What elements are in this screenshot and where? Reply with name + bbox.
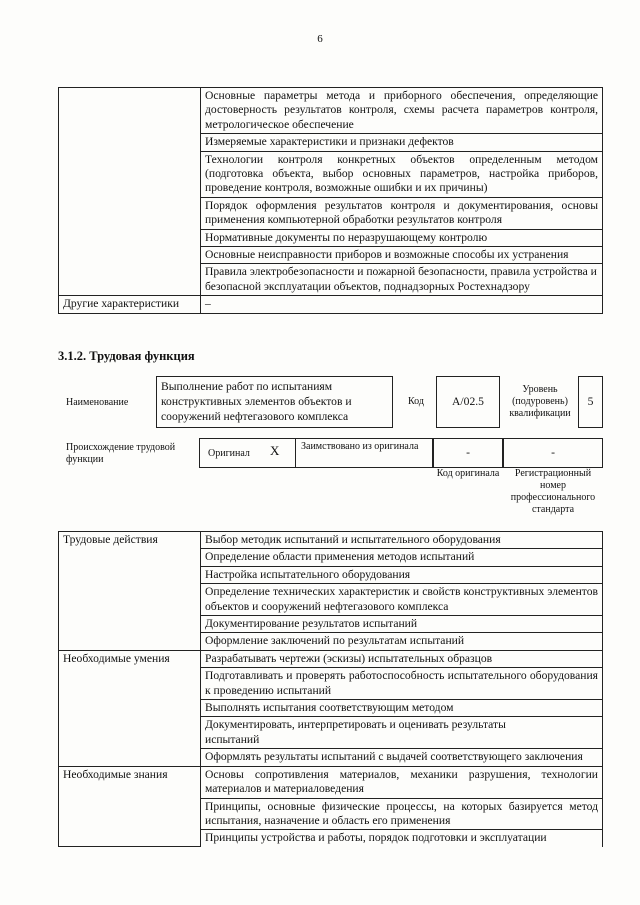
table-cell: Документирование результатов испытаний xyxy=(201,616,603,633)
origin-box xyxy=(199,438,433,468)
table-cell: Оформление заключений по результатам испытаний xyxy=(201,633,603,650)
table-cell: Принципы, основные физические процессы, на которых базируется метод испытания, назначение и область его применения xyxy=(201,798,603,830)
borrowed-label: Заимствовано из оригинала xyxy=(301,441,419,452)
code-label: Код xyxy=(408,396,424,407)
original-label: Оригинал xyxy=(208,448,250,459)
knowledge-table-continued xyxy=(58,87,603,314)
level-value-box: 5 xyxy=(578,376,603,428)
row-label: Необходимые умения xyxy=(59,650,201,766)
table-cell: – xyxy=(201,296,603,313)
table-row xyxy=(59,650,603,667)
labor-function-table xyxy=(58,531,603,847)
table-cell: Измеряемые характеристики и признаки дефектов xyxy=(201,134,603,151)
table-row xyxy=(59,134,603,151)
table-cell: Подготавливать и проверять работоспособность испытательного оборудования к проведению испытаний xyxy=(201,668,603,700)
table-cell: Определение области применения методов испытаний xyxy=(201,549,603,566)
table-cell: Выполнять испытания соответствующим методом xyxy=(201,700,603,717)
table-cell: Принципы устройства и работы, порядок подготовки и эксплуатации xyxy=(201,830,603,847)
name-label: Наименование xyxy=(66,397,129,408)
code-value-box: А/02.5 xyxy=(436,376,500,428)
table-row xyxy=(59,197,603,229)
original-mark: Х xyxy=(270,443,280,458)
table-cell: Основные параметры метода и приборного обеспечения, определяющие достоверность результатов контроля, схемы расчета параметров контроля, метрологическое обеспечение xyxy=(201,88,603,134)
row-label: Трудовые действия xyxy=(59,532,201,651)
label-cell-empty xyxy=(59,88,201,134)
table-cell: Оформлять результаты испытаний с выдачей соответствующего заключения xyxy=(201,749,603,766)
row-label: Необходимые знания xyxy=(59,766,201,847)
table-cell: Основы сопротивления материалов, механики разрушения, технологии материалов и материаловедения xyxy=(201,766,603,798)
origin-label: Происхождение трудовой функции xyxy=(66,442,176,465)
level-label: Уровень (подуровень) квалификации xyxy=(509,384,571,419)
code-original-box: - xyxy=(433,438,503,468)
row-label: Другие характеристики xyxy=(59,296,201,313)
table-cell: Правила электробезопасности и пожарной безопасности, правила устройства и безопасной эксплуатации объектов, поднадзорных Ростехнадзору xyxy=(201,264,603,296)
label-cell-empty xyxy=(59,151,201,197)
table-row xyxy=(59,229,603,246)
table-cell: Настройка испытательного оборудования xyxy=(201,566,603,583)
function-name-box: Выполнение работ по испытаниям конструктивных элементов объектов и сооружений нефтегазового комплекса xyxy=(156,376,393,428)
table-row xyxy=(59,88,603,134)
table-cell: Порядок оформления результатов контроля и документирования, основы применения компьютерной обработки результатов контроля xyxy=(201,197,603,229)
label-cell-empty xyxy=(59,264,201,296)
table-cell: Документировать, интерпретировать и оценивать результаты испытаний xyxy=(201,717,603,749)
table-cell: Нормативные документы по неразрушающему контролю xyxy=(201,229,603,246)
table-row xyxy=(59,151,603,197)
table-cell: Разрабатывать чертежи (эскизы) испытательных образцов xyxy=(201,650,603,667)
reg-number-caption: Регистрационный номер профессионального стандарта xyxy=(510,468,596,515)
table-row xyxy=(59,296,603,313)
table-cell: Выбор методик испытаний и испытательного оборудования xyxy=(201,532,603,549)
divider xyxy=(295,439,296,467)
table-row xyxy=(59,532,603,549)
section-title: 3.1.2. Трудовая функция xyxy=(58,349,195,363)
table-cell: Технологии контроля конкретных объектов определенным методом (подготовка объекта, выбор основных параметров, настройка приборов, проведение контроля, возможные ошибки и их причины) xyxy=(201,151,603,197)
table-row xyxy=(59,264,603,296)
table-row xyxy=(59,247,603,264)
table-cell: Определение технических характеристик и свойств конструктивных элементов объектов и сооружений нефтегазового комплекса xyxy=(201,584,603,616)
label-cell-empty xyxy=(59,197,201,229)
code-original-caption: Код оригинала xyxy=(436,468,500,479)
table-cell: Основные неисправности приборов и возможные способы их устранения xyxy=(201,247,603,264)
label-cell-empty xyxy=(59,247,201,264)
label-cell-empty xyxy=(59,229,201,246)
label-cell-empty xyxy=(59,134,201,151)
page-number: 6 xyxy=(317,33,323,45)
reg-number-box: - xyxy=(503,438,603,468)
table-row xyxy=(59,766,603,798)
